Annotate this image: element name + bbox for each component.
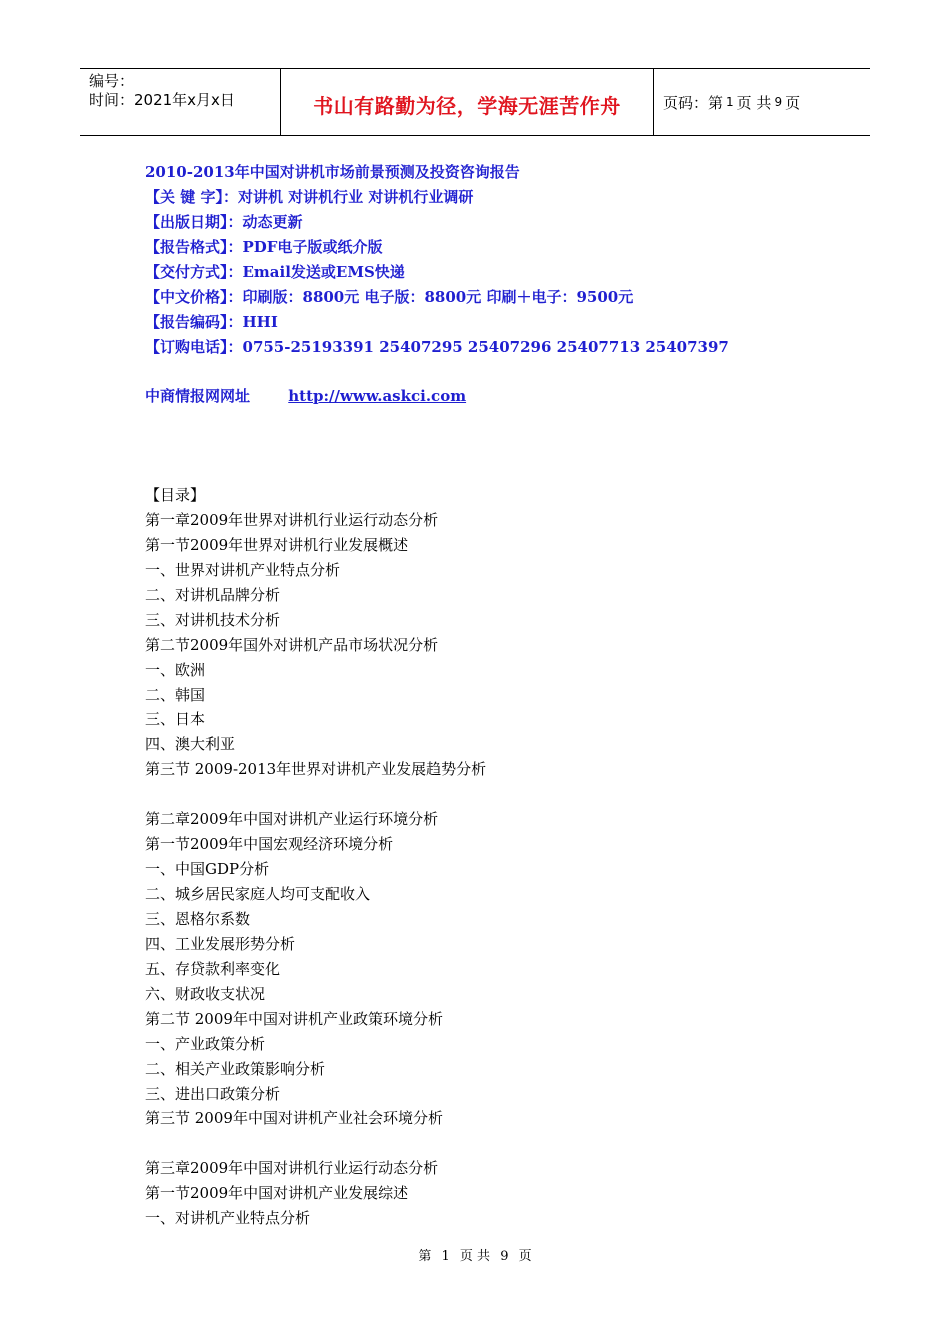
header-number-label: 编号：	[89, 72, 135, 90]
toc-item: 一、对讲机产业特点分析	[145, 1209, 311, 1228]
toc-item: 一、欧洲	[145, 660, 206, 679]
meta-delivery: 【交付方式】：Email发送或EMS快递	[145, 263, 405, 281]
toc-item: 第二节2009年国外对讲机产品市场状况分析	[145, 635, 439, 654]
report-meta	[145, 160, 845, 360]
toc-item: 三、进出口政策分析	[145, 1084, 281, 1103]
toc-spacer	[145, 1131, 845, 1156]
page-footer	[0, 1245, 950, 1264]
footer-page-total: 9	[500, 1249, 509, 1264]
header-page-info	[654, 69, 870, 135]
toc-item: 二、相关产业政策影响分析	[145, 1059, 326, 1078]
meta-phone: 【订购电话】：0755-25193391 25407295 25407296 25407713 25407397	[145, 338, 729, 356]
toc-chapter-2: 第二章2009年中国对讲机产业运行环境分析	[145, 810, 439, 829]
toc-item: 第三节 2009年中国对讲机产业社会环境分析	[145, 1109, 443, 1128]
toc-item: 一、中国GDP分析	[145, 860, 270, 879]
header-page-current: 1	[726, 95, 734, 109]
toc-item: 第一节2009年中国对讲机产业发展综述	[145, 1184, 409, 1203]
footer-prefix: 第	[418, 1249, 432, 1264]
toc-chapter-3: 第三章2009年中国对讲机行业运行动态分析	[145, 1159, 439, 1178]
toc-item: 二、城乡居民家庭人均可支配收入	[145, 885, 371, 903]
website-link[interactable]: http://www.askci.com	[288, 387, 467, 405]
meta-code: 【报告编码】：HHI	[145, 313, 278, 331]
meta-format: 【报告格式】：PDF电子版或纸介版	[145, 238, 383, 256]
header-motto: 书山有路勤为径，学海无涯苦作舟	[281, 69, 654, 135]
report-title: 2010-2013年中国对讲机市场前景预测及投资咨询报告	[145, 163, 520, 181]
toc-chapter-1: 第一章2009年世界对讲机行业运行动态分析	[145, 510, 439, 529]
header-info-cell	[80, 69, 281, 135]
toc-item: 三、恩格尔系数	[145, 909, 251, 928]
table-of-contents	[145, 483, 845, 1231]
header-page-total: 9	[774, 95, 783, 109]
toc-item: 二、韩国	[145, 685, 206, 704]
meta-keywords: 【关 键 字】：对讲机 对讲机行业 对讲机行业调研	[145, 188, 474, 206]
toc-item: 三、日本	[145, 710, 206, 729]
website-label: 中商情报网网址	[145, 387, 251, 405]
toc-item: 一、产业政策分析	[145, 1034, 266, 1053]
header-page-mid: 页 共	[736, 93, 772, 112]
toc-item: 五、存贷款利率变化	[145, 959, 281, 978]
toc-item: 第一节2009年世界对讲机行业发展概述	[145, 535, 409, 554]
toc-item: 四、工业发展形势分析	[145, 934, 296, 953]
toc-item: 一、世界对讲机产业特点分析	[145, 560, 341, 579]
toc-item: 第二节 2009年中国对讲机产业政策环境分析	[145, 1009, 443, 1028]
meta-publish-date: 【出版日期】：动态更新	[145, 213, 303, 231]
footer-suffix: 页	[518, 1249, 532, 1264]
footer-page-current: 1	[441, 1249, 450, 1264]
toc-item: 六、财政收支状况	[145, 984, 266, 1003]
header-page-prefix: 页码：第	[663, 93, 724, 112]
page-header	[80, 68, 870, 136]
toc-spacer	[145, 782, 845, 807]
toc-item: 第三节 2009-2013年世界对讲机产业发展趋势分析	[145, 760, 487, 779]
website-line	[145, 384, 466, 409]
toc-item: 二、对讲机品牌分析	[145, 585, 281, 604]
toc-item: 第一节2009年中国宏观经济环境分析	[145, 835, 394, 854]
header-time-label: 时间：2021年x月x日	[89, 91, 235, 109]
footer-mid: 页 共	[459, 1249, 491, 1264]
header-page-suffix: 页	[785, 93, 801, 112]
toc-heading: 【目录】	[145, 486, 206, 504]
toc-item: 四、澳大利亚	[145, 735, 236, 754]
meta-price: 【中文价格】：印刷版：8800元 电子版：8800元 印刷＋电子：9500元	[145, 288, 634, 306]
toc-item: 三、对讲机技术分析	[145, 610, 281, 629]
